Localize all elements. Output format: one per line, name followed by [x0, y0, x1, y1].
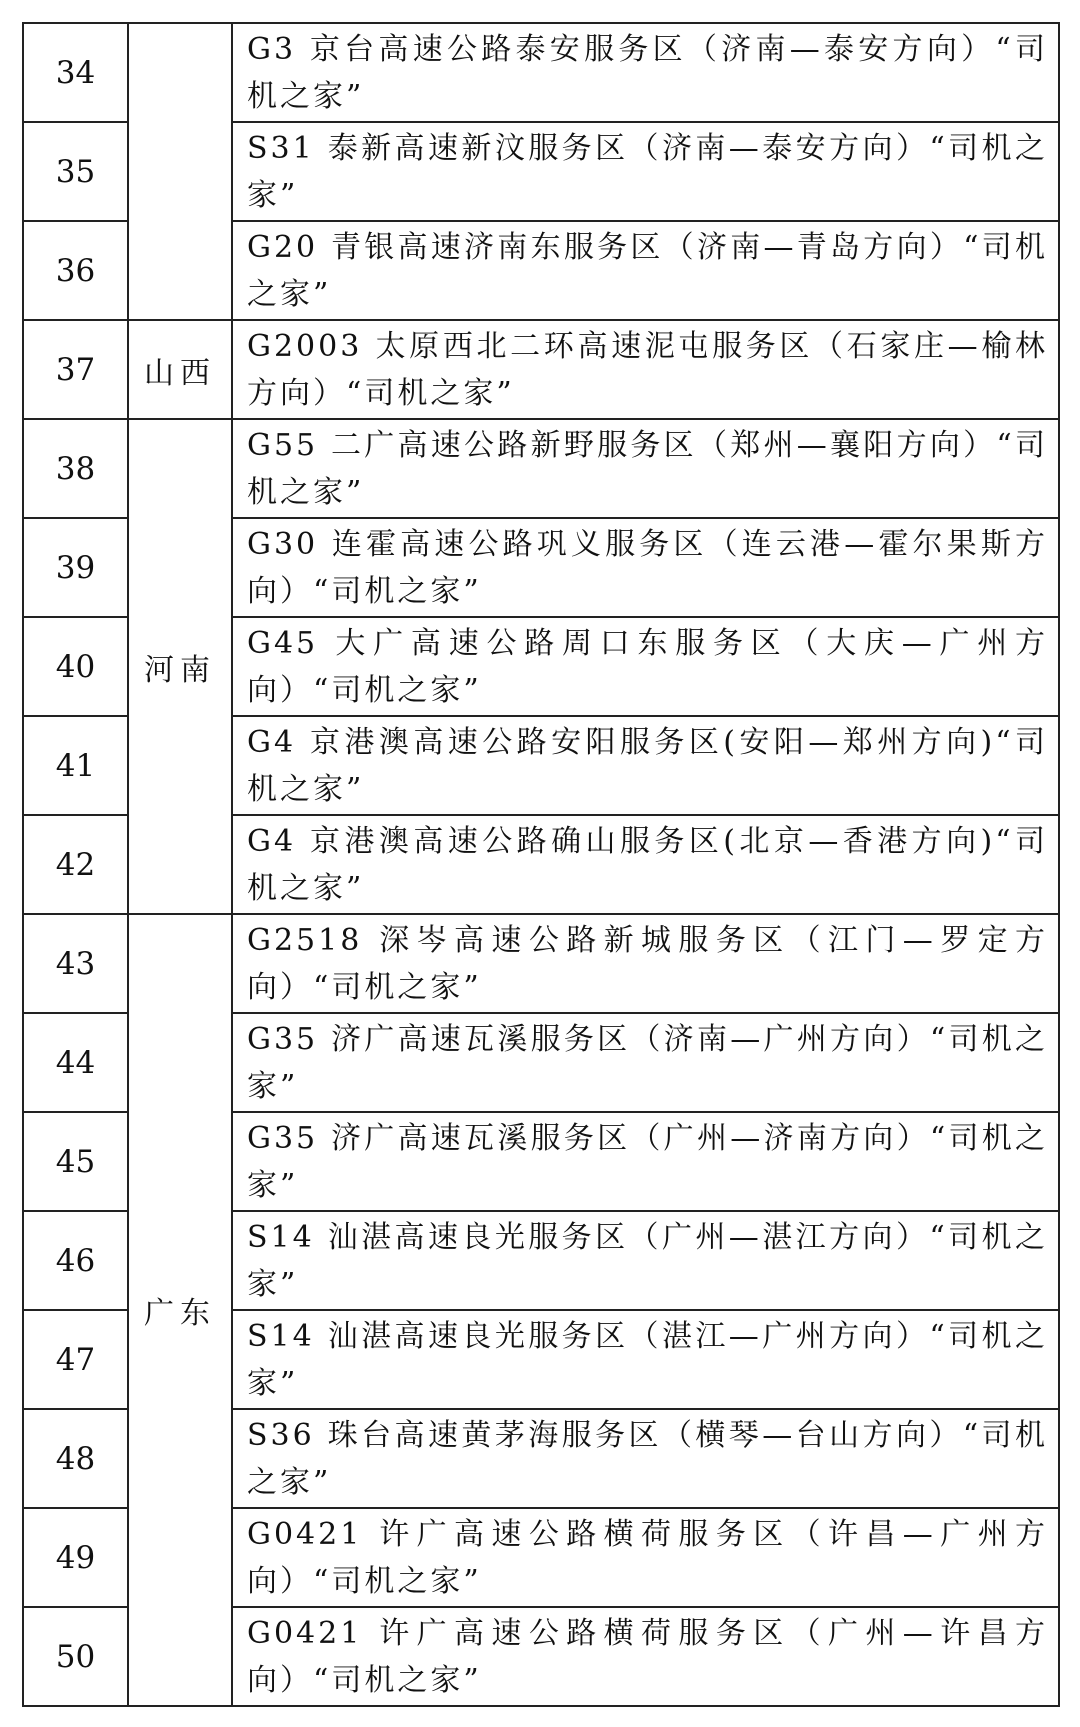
- row-number: 40: [23, 617, 128, 716]
- service-area-description: G4 京港澳高速公路安阳服务区(安阳—郑州方向)“司机之家”: [232, 716, 1059, 815]
- service-area-description: G55 二广高速公路新野服务区（郑州—襄阳方向）“司机之家”: [232, 419, 1059, 518]
- province-shanxi: 山西: [128, 320, 232, 419]
- service-area-description: G20 青银高速济南东服务区（济南—青岛方向）“司机之家”: [232, 221, 1059, 320]
- service-area-description: G45 大广高速公路周口东服务区（大庆—广州方向）“司机之家”: [232, 617, 1059, 716]
- service-area-table: [22, 22, 1060, 1707]
- service-area-description: S14 汕湛高速良光服务区（湛江—广州方向）“司机之家”: [232, 1310, 1059, 1409]
- service-area-table-sheet: [22, 22, 1058, 1707]
- service-area-description: G0421 许广高速公路横荷服务区（广州—许昌方向）“司机之家”: [232, 1607, 1059, 1706]
- row-number: 36: [23, 221, 128, 320]
- service-area-description: S31 泰新高速新汶服务区（济南—泰安方向）“司机之家”: [232, 122, 1059, 221]
- row-number: 43: [23, 914, 128, 1013]
- row-number: 39: [23, 518, 128, 617]
- row-number: 41: [23, 716, 128, 815]
- service-area-description: G35 济广高速瓦溪服务区（济南—广州方向）“司机之家”: [232, 1013, 1059, 1112]
- table-row: [23, 419, 1059, 518]
- table-row: [23, 914, 1059, 1013]
- service-area-description: G35 济广高速瓦溪服务区（广州—济南方向）“司机之家”: [232, 1112, 1059, 1211]
- province-guangdong: 广东: [128, 914, 232, 1706]
- row-number: 45: [23, 1112, 128, 1211]
- row-number: 38: [23, 419, 128, 518]
- service-area-description: S36 珠台高速黄茅海服务区（横琴—台山方向）“司机之家”: [232, 1409, 1059, 1508]
- row-number: 48: [23, 1409, 128, 1508]
- row-number: 46: [23, 1211, 128, 1310]
- row-number: 37: [23, 320, 128, 419]
- province-henan: 河南: [128, 419, 232, 914]
- province-cell-continued: [128, 23, 232, 320]
- row-number: 44: [23, 1013, 128, 1112]
- table-row: [23, 320, 1059, 419]
- service-area-description: G4 京港澳高速公路确山服务区(北京—香港方向)“司机之家”: [232, 815, 1059, 914]
- service-area-description: G2003 太原西北二环高速泥屯服务区（石家庄—榆林方向）“司机之家”: [232, 320, 1059, 419]
- row-number: 49: [23, 1508, 128, 1607]
- service-area-description: G2518 深岑高速公路新城服务区（江门—罗定方向）“司机之家”: [232, 914, 1059, 1013]
- row-number: 42: [23, 815, 128, 914]
- service-area-description: G0421 许广高速公路横荷服务区（许昌—广州方向）“司机之家”: [232, 1508, 1059, 1607]
- service-area-description: G3 京台高速公路泰安服务区（济南—泰安方向）“司机之家”: [232, 23, 1059, 122]
- service-area-description: G30 连霍高速公路巩义服务区（连云港—霍尔果斯方向）“司机之家”: [232, 518, 1059, 617]
- row-number: 35: [23, 122, 128, 221]
- table-row: [23, 23, 1059, 122]
- row-number: 47: [23, 1310, 128, 1409]
- row-number: 50: [23, 1607, 128, 1706]
- service-area-description: S14 汕湛高速良光服务区（广州—湛江方向）“司机之家”: [232, 1211, 1059, 1310]
- row-number: 34: [23, 23, 128, 122]
